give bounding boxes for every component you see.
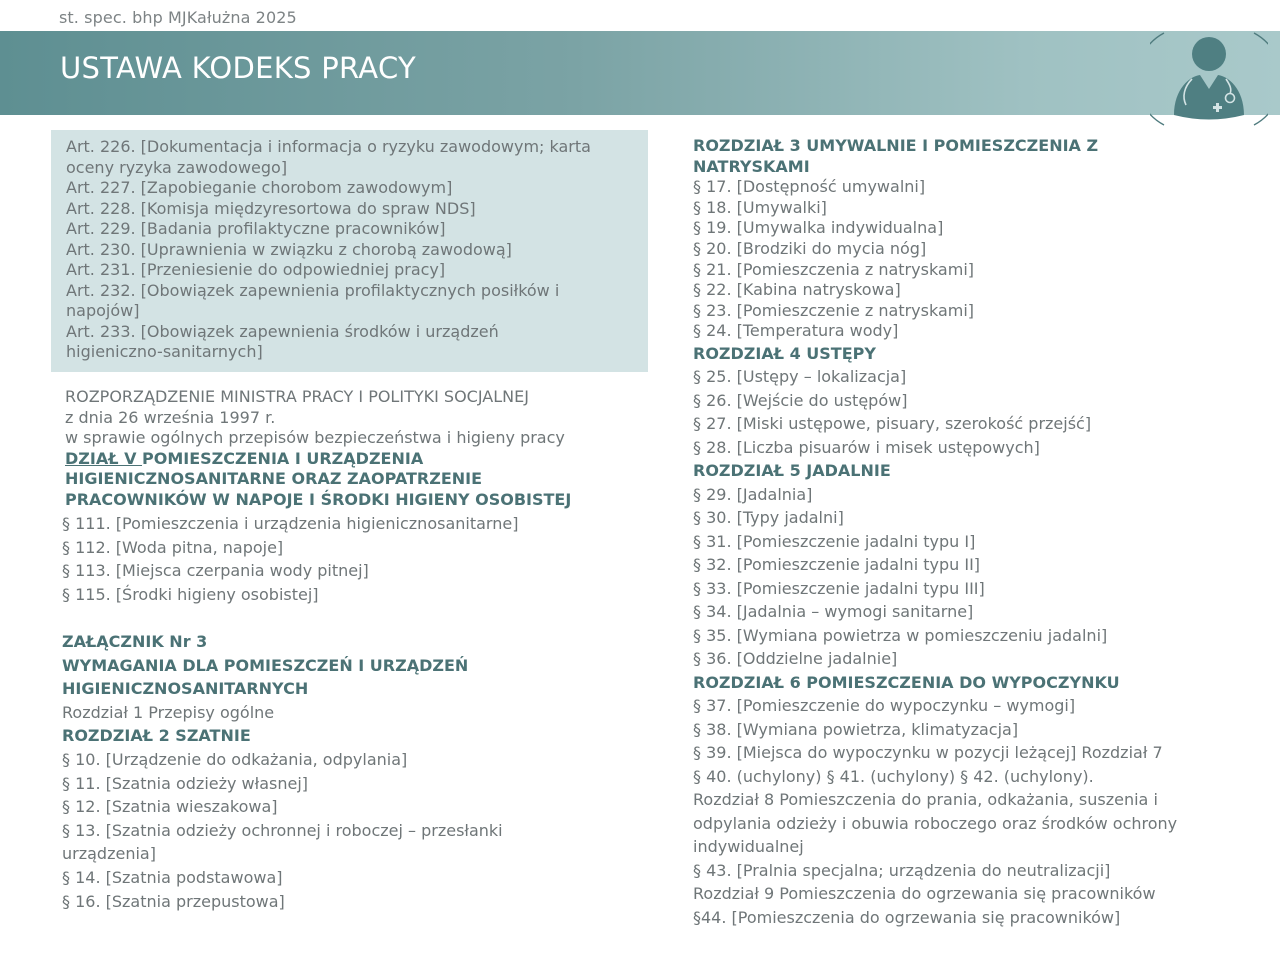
paragraph-item: § 33. [Pomieszczenie jadalni typu III] (693, 578, 985, 598)
article-line: Art. 226. [Dokumentacja i informacja o ryzyku zawodowym; karta (66, 137, 591, 156)
paragraph-item: § 34. [Jadalnia – wymogi sanitarne] (693, 602, 974, 622)
annex-subtitle-1: WYMAGANIA DLA POMIESZCZEŃ I URZĄDZEŃ (62, 655, 469, 675)
paragraph-item: § 27. [Miski ustępowe, pisuary, szerokość przejść] (693, 414, 1092, 434)
paragraph-item: urządzenia] (62, 844, 156, 864)
paragraph-item: § 24. [Temperatura wody] (693, 321, 899, 341)
chapter-6 (693, 671, 1253, 930)
paragraph-item: Rozdział 8 Pomieszczenia do prania, odkażania, suszenia i (693, 790, 1158, 810)
dzial-label: DZIAŁ V (65, 448, 143, 468)
paragraph-item: indywidualnej (693, 837, 804, 857)
paragraph-item: § 30. [Typy jadalni] (693, 508, 844, 528)
paragraph-item: § 39. [Miejsca do wypoczynku w pozycji leżącej] Rozdział 7 (693, 743, 1163, 763)
regulation-subject: w sprawie ogólnych przepisów bezpieczeństwa i higieny pracy (65, 428, 565, 447)
chapter-1: Rozdział 1 Przepisy ogólne (62, 702, 275, 722)
paragraph-item: § 11. [Szatnia odzieży własnej] (62, 773, 308, 793)
right-column (693, 136, 1253, 929)
paragraph-item: § 32. [Pomieszczenie jadalni typu II] (693, 555, 981, 575)
dzial-title-3: PRACOWNIKÓW W NAPOJE I ŚRODKI HIGIENY OSOBISTEJ (65, 489, 572, 509)
article-line: higieniczno-sanitarnych] (66, 342, 263, 361)
dzial-heading (65, 449, 655, 470)
regulation-block (65, 387, 655, 510)
paragraph-item: § 20. [Brodziki do mycia nóg] (693, 238, 927, 258)
paragraph-item: § 13. [Szatnia odzieży ochronnej i roboczej – przesłanki (62, 820, 503, 840)
paragraph-item: § 37. [Pomieszczenie do wypoczynku – wymogi] (693, 696, 1076, 716)
article-line: napojów] (66, 301, 140, 320)
annex-subtitle-2: HIGIENICZNOSANITARNYCH (62, 679, 309, 699)
paragraph-item: § 43. [Pralnia specjalna; urządzenia do neutralizacji] (693, 860, 1111, 880)
paragraph-item: § 112. [Woda pitna, napoje] (62, 537, 284, 557)
paragraph-item: § 23. [Pomieszczenie z natryskami] (693, 300, 975, 320)
chapter-6-heading: ROZDZIAŁ 6 POMIESZCZENIA DO WYPOCZYNKU (693, 672, 1120, 692)
paragraph-item: § 113. [Miejsca czerpania wody pitnej] (62, 561, 369, 580)
paragraph-item: Rozdział 9 Pomieszczenia do ogrzewania się pracowników (693, 884, 1156, 904)
paragraph-item: § 25. [Ustępy – lokalizacja] (693, 367, 907, 387)
paragraph-item: § 115. [Środki higieny osobistej] (62, 584, 319, 604)
paragraph-item: § 14. [Szatnia podstawowa] (62, 867, 283, 887)
annex-title: ZAŁĄCZNIK Nr 3 (62, 632, 208, 651)
paragraph-item: § 22. [Kabina natryskowa] (693, 280, 901, 300)
doctor-with-stethoscope-icon (1150, 29, 1268, 129)
article-line: Art. 229. [Badania profilaktyczne pracowników] (66, 219, 446, 238)
paragraph-item: odpylania odzieży i obuwia roboczego oraz środków ochrony (693, 813, 1178, 833)
article-line: Art. 230. [Uprawnienia w związku z chorobą zawodową] (66, 239, 512, 259)
paragraph-item: § 35. [Wymiana powietrza w pomieszczeniu jadalni] (693, 625, 1108, 645)
chapter-3-heading: ROZDZIAŁ 3 UMYWALNIE I POMIESZCZENIA Z (693, 136, 1099, 155)
author-note: st. spec. bhp MJKałużna 2025 (59, 8, 297, 27)
chapter-4 (693, 342, 1253, 460)
paragraph-item: § 31. [Pomieszczenie jadalni typu I] (693, 531, 976, 551)
paragraph-item: §44. [Pomieszczenia do ogrzewania się pracowników] (693, 907, 1121, 927)
paragraph-item: § 21. [Pomieszczenia z natryskami] (693, 259, 974, 279)
annex-block (62, 630, 652, 913)
title-banner (0, 31, 1280, 115)
regulation-date: z dnia 26 września 1997 r. (65, 407, 276, 427)
paragraph-item: § 19. [Umywalka indywidualna] (693, 218, 944, 238)
paragraph-item: § 111. [Pomieszczenia i urządzenia higienicznosanitarne] (62, 514, 519, 533)
paragraph-item: § 10. [Urządzenie do odkażania, odpylania] (62, 749, 408, 769)
paragraph-item: § 18. [Umywalki] (693, 197, 827, 217)
paragraph-item: § 17. [Dostępność umywalni] (693, 177, 926, 197)
dzial-title-1: POMIESZCZENIA I URZĄDZENIA (142, 448, 424, 468)
paragraph-item: § 12. [Szatnia wieszakowa] (62, 797, 278, 817)
paragraph-item: § 40. (uchylony) § 41. (uchylony) § 42. (uchylony). (693, 766, 1094, 786)
article-line: Art. 231. [Przeniesienie do odpowiedniej pracy] (66, 260, 446, 279)
article-line: oceny ryzyka zawodowego] (66, 157, 288, 177)
paragraph-item: § 38. [Wymiana powietrza, klimatyzacja] (693, 719, 1019, 739)
paragraph-item: § 16. [Szatnia przepustowa] (62, 891, 285, 911)
paragraph-item: § 28. [Liczba pisuarów i misek ustępowych] (693, 437, 1040, 457)
chapter-5 (693, 459, 1253, 671)
article-line: Art. 233. [Obowiązek zapewnienia środków i urządzeń (66, 321, 499, 341)
article-line: Art. 227. [Zapobieganie chorobom zawodowym] (66, 178, 453, 197)
articles-list (66, 137, 646, 363)
chapter-4-heading: ROZDZIAŁ 4 USTĘPY (693, 343, 876, 363)
chapter-3-heading-cont: NATRYSKAMI (693, 156, 810, 176)
regulation-title: ROZPORZĄDZENIE MINISTRA PRACY I POLITYKI SOCJALNEJ (65, 387, 529, 406)
article-line: Art. 228. [Komisja międzyresortowa do spraw NDS] (66, 198, 476, 218)
chapter-5-heading: ROZDZIAŁ 5 JADALNIE (693, 461, 891, 481)
article-line: Art. 232. [Obowiązek zapewnienia profilaktycznych posiłków i (66, 280, 560, 300)
paragraph-item: § 26. [Wejście do ustępów] (693, 390, 908, 410)
chapter-2-heading: ROZDZIAŁ 2 SZATNIE (62, 726, 251, 746)
paragraph-item: § 36. [Oddzielne jadalnie] (693, 649, 898, 669)
dzial-title-2: HIGIENICZNOSANITARNE ORAZ ZAOPATRZENIE (65, 469, 483, 488)
dzial-paragraph-list (62, 512, 652, 606)
page-title: USTAWA KODEKS PRACY (60, 51, 416, 85)
chapter-3 (693, 136, 1253, 342)
paragraph-item: § 29. [Jadalnia] (693, 484, 813, 504)
